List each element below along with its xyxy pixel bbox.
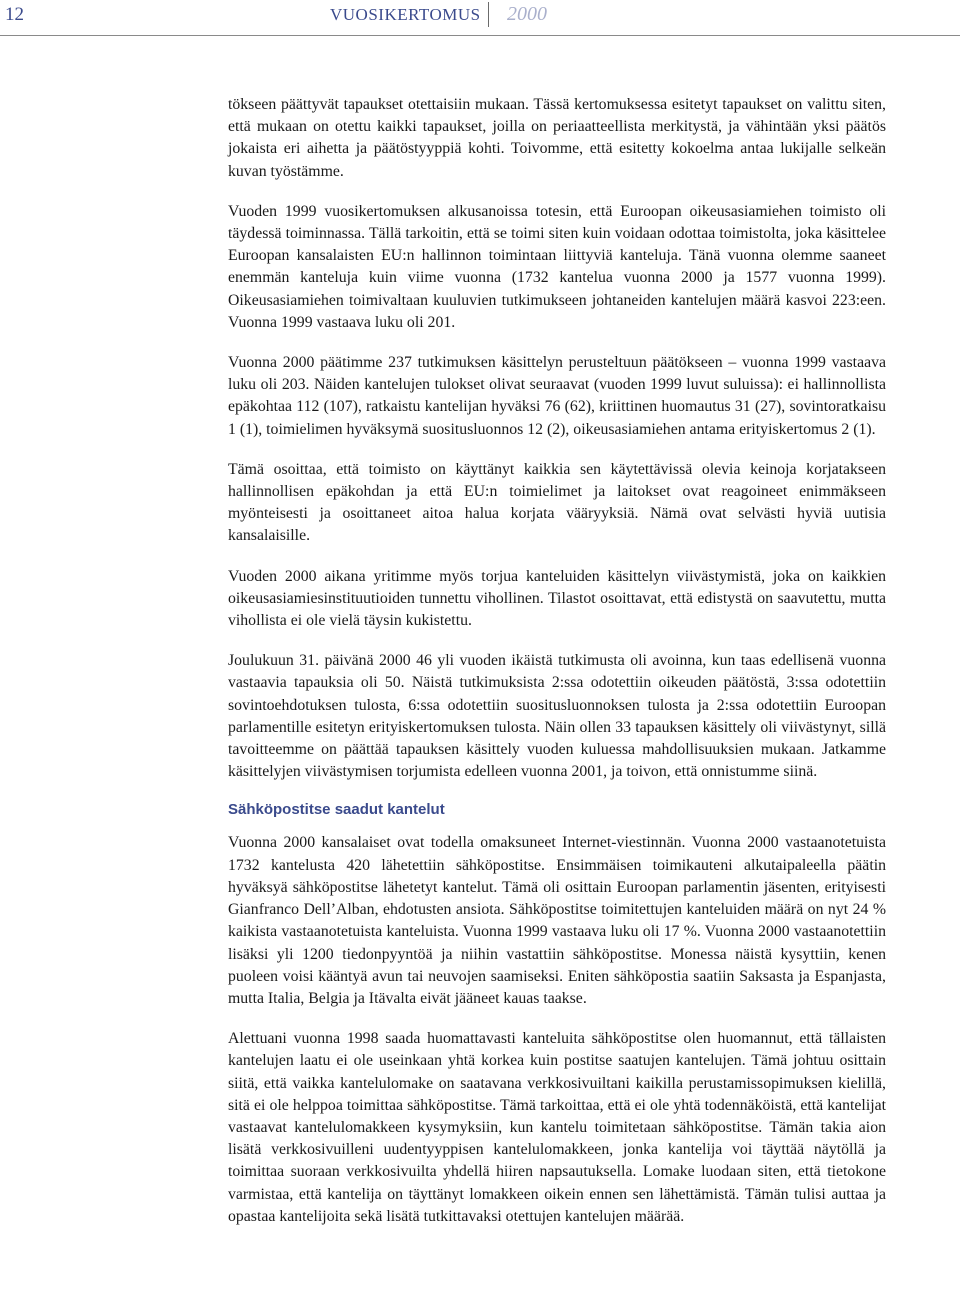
- report-title: VUOSIKERTOMUS: [330, 5, 481, 24]
- paragraph: tökseen päättyvät tapaukset otettaisiin mukaan. Tässä kertomuksessa esitetyt tapaukset on valittu siten, että mukaan on otettu kaikki tapaukset, joilla on periaatteellista merkitystä, ja vähintään yksi päätös jokaista eri aihetta ja päätöstyyppiä kohti. Toivomme, että esitetty kokoelma antaa lukijalle selkeän kuvan työstämme.: [228, 96, 886, 180]
- section-heading: Sähköpostitse saadut kantelut: [228, 801, 445, 819]
- paragraph: Alettuani vuonna 1998 saada huomattavasti kanteluita sähköpostitse olen huomannut, että tällaisten kantelujen laatu ei ole useinkaan yhtä korkea kuin postitse saatujen kantelujen. Tämä johtuu osittain siitä, että vaikka kantelulomake on saatavana verkkosivuiltani kaikilla perustamissopimuksen kielillä, sitä ei ole helppoa toimittaa sähköpostitse. Tämä tarkoittaa, että ei ole yhtä todennäköistä, että kantelijat vastaavat kantelulomakkeen kysymyksiin, kun kantelu toimitetaan sähköpostitse. Tämän takia aion lisätä verkkosivuilleni uudentyyppisen kantelulomakkeen, jonka kantelija voi täyttää näytöllä ja toimittaa suoraan verkkosivuilta yhdellä hiiren napsautuksella. Lomake luodaan siten, että tietokone varmistaa, että kantelija on täyttänyt lomakkeen oikein ennen sen lähettämistä. Tämän tulisi auttaa ja opastaa kantelijoita sekä lisätä tutkittavaksi otettujen kantelujen määrää.: [228, 1030, 886, 1225]
- report-year: 2000: [507, 3, 547, 25]
- paragraph: Vuonna 2000 päätimme 237 tutkimuksen käsittelyn perusteltuun päätökseen – vuonna 1999 vastaava luku oli 203. Näiden kantelujen tulokset olivat seuraavat (vuoden 1999 luvut suluissa): ei hallinnollista epäkohtaa 112 (107), ratkaistu kantelijan hyväksi 76 (62), kriittinen huomautus 31 (27), sovintoratkaisu 1 (1), toimielimen hyväksymä suositusluonnos 12 (2), oikeusasiamiehen antama erityiskertomus 2 (1).: [228, 354, 886, 438]
- body-text: [228, 94, 886, 1246]
- header-divider: [488, 2, 489, 27]
- page-number: 12: [5, 4, 24, 25]
- paragraph: Tämä osoittaa, että toimisto on käyttänyt kaikkia sen käytettävissä olevia keinoja korjatakseen hallinnollisen epäkohdan ja että EU:n toimielimet ja laitokset ovat reagoineet enimmäkseen myönteisesti ja osoittaneet aitoa halua korjata vääryyksiä. Nämä ovat selvästi hyviä uutisia kansalaisille.: [228, 460, 886, 545]
- paragraph: Vuoden 2000 aikana yritimme myös torjua kanteluiden käsittelyn viivästymistä, joka on kaikkien oikeusasiamiesinstituutioiden tunnettu vihollinen. Tilastot osoittavat, että edistystä on saavutettu, mutta vihollista ei ole vielä täysin kukistettu.: [228, 567, 886, 630]
- page-header: [0, 0, 960, 36]
- paragraph: Vuoden 1999 vuosikertomuksen alkusanoissa totesin, että Euroopan oikeusasiamiehen toimisto oli täydessä toiminnassa. Tällä tarkoitin, että se toimi siten kuin voidaan odottaa toimistolta, joka käsittelee Euroopan kansalaisten EU:n hallinnon toimintaan liittyviä kanteluja. Tänä vuonna olemme saaneet enemmän kanteluja kuin viime vuonna (1732 kantelua vuonna 2000 ja 1577 vuonna 1999). Oikeusasiamiehen toimivaltaan kuuluvien tutkimukseen johtaneiden kantelujen määrä kasvoi 223:een. Vuonna 1999 vastaava luku oli 201.: [228, 202, 886, 331]
- paragraph: Joulukuun 31. päivänä 2000 46 yli vuoden ikäistä tutkimusta oli avoinna, kun taas edellisenä vuonna vastaavia tapauksia oli 50. Näistä tutkimuksista 2:ssa odotettiin oikeuden päätöstä, 3:ssa odotettiin sovintoehdotuksen tulosta, 6:ssa odotettiin suositusluonnoksen tulosta ja 2:ssa odotettiin Euroopan parlamentille esitetyn erityiskertomuksen tulosta. Näin ollen 33 tapauksen käsittely oli viivästynyt, sillä tavoitteemme on päättää tapauksen käsittely vuoden kuluessa mahdollisuuksien mukaan. Jatkamme käsittelyjen viivästymisen torjumista edelleen vuonna 2001, ja toivon, että onnistumme siinä.: [228, 652, 886, 781]
- header-rule: [0, 35, 960, 36]
- paragraph: Vuonna 2000 kansalaiset ovat todella omaksuneet Internet-viestinnän. Vuonna 2000 vastaanotetuista 1732 kantelusta 420 lähetettiin sähköpostitse. Ensimmäisen toimikauteni alkutaipaleella päätin hyväksyä sähköpostitse lähetetyt kantelut. Tämä oli osittain Euroopan parlamentin jäsenten, erityisesti Gianfranco Dell’Alban, ehdotusten ansiota. Sähköpostitse toimitettujen kanteluiden määrä on nyt 24 % kaikista vastaanotetuista kanteluista. Vuonna 1999 vastaava luku oli 17 %. Vuonna 2000 vastaanotettiin lisäksi yli 1200 tiedonpyyntöä ja niihin vastattiin sähköpostitse. Monessa näistä kysyttiin, kenen puoleen voisi kääntyä avun tai neuvojen saamiseksi. Eniten sähköpostia saatiin Saksasta ja Espanjasta, mutta Italia, Belgia ja Itävalta eivät jääneet kauas taakse.: [228, 834, 886, 1007]
